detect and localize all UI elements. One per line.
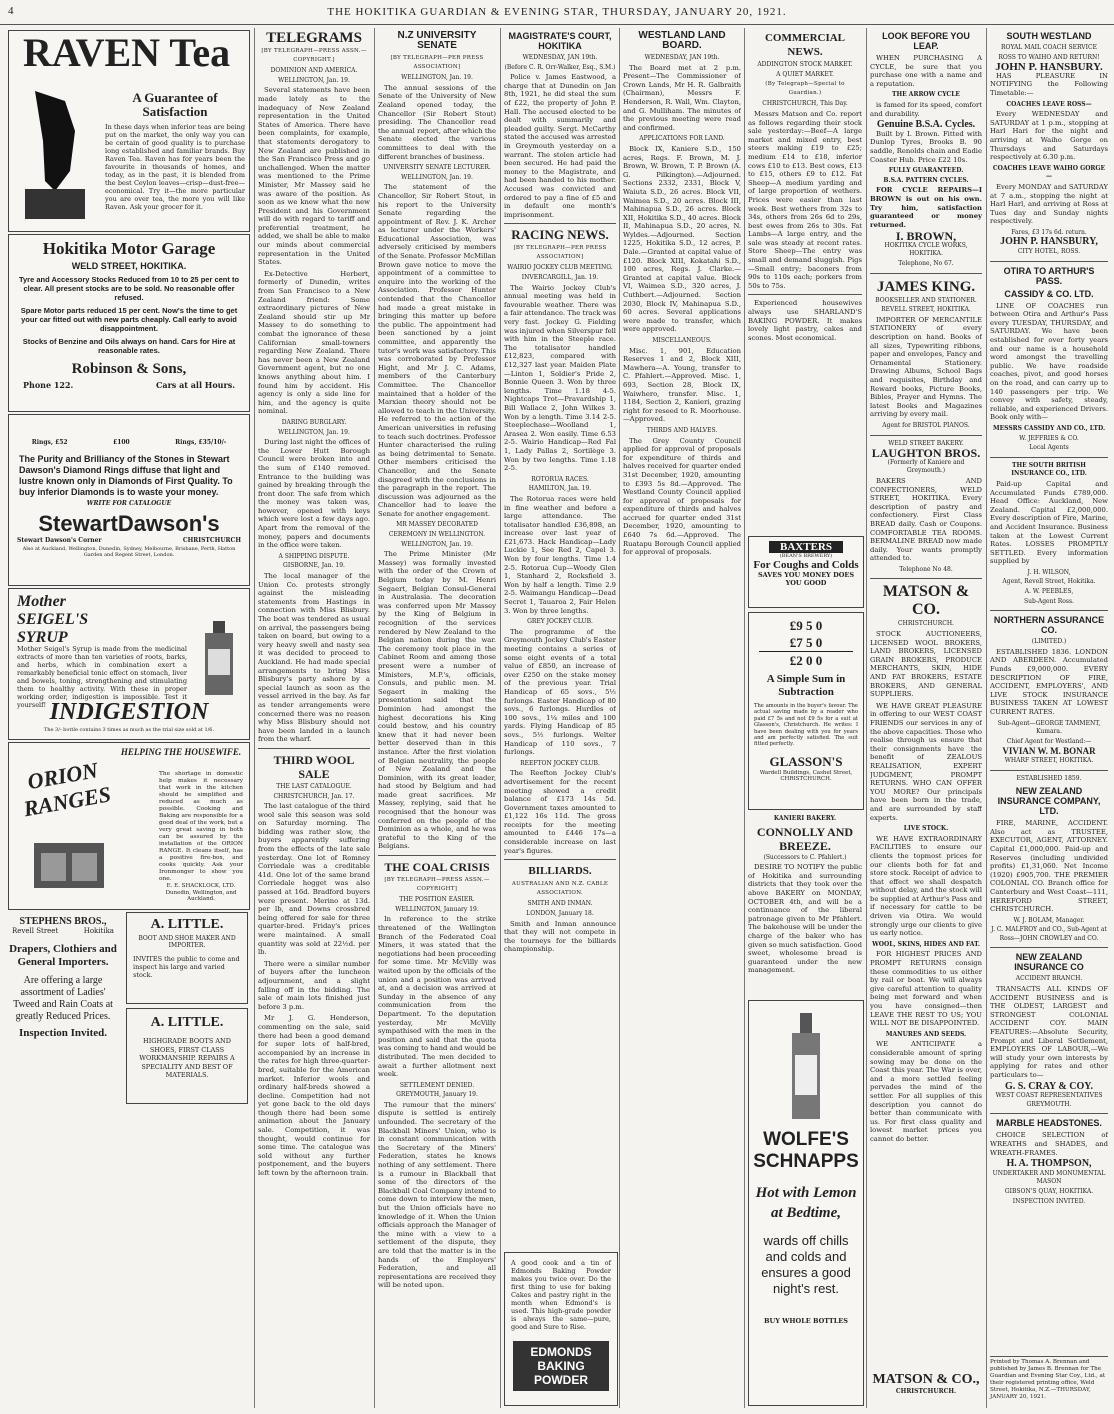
little-name-2: A. LITTLE. bbox=[150, 1015, 224, 1030]
raven-bird-icon bbox=[15, 81, 95, 221]
otira-heading-2: CASSIDY & CO. LTD. bbox=[1004, 288, 1094, 299]
matson-wool: WOOL, SKINS, HIDES AND FAT. bbox=[872, 940, 980, 948]
bench: (Before C. R. Orr-Walker, Esq., S.M.) bbox=[504, 63, 616, 71]
dateline: LONDON, January 18. bbox=[526, 910, 594, 918]
brown-sub: HOKITIKA CYCLE WORKS, HOKITIKA. bbox=[884, 241, 968, 258]
otira-heading: OTIRA TO ARTHUR'S PASS. bbox=[1003, 265, 1095, 286]
commercial-byline: (By Telegraph—Special to Guardian.) bbox=[765, 81, 845, 96]
arrow-cycle: THE ARROW CYCLE bbox=[892, 91, 960, 99]
stewart-body: The Purity and Brilliancy of the Stones in Stewart Dawson's Diamond Rings diffuse that light and lustre known only in Diamonds of First Quality. To buy inferior Diamonds is to waste your money. bbox=[19, 454, 233, 497]
stewart-corner: Stewart Dawson's Corner bbox=[17, 537, 102, 544]
dateline: WEDNESDAY, JAN 19th. bbox=[644, 54, 720, 61]
article-paragraph: The Board met at 2 p.m. Present—The Commissioner of Crown Lands, Mr H. R. Galbraith (Chairman), Messrs F. Henderson, R. Wall, Wm. Clayton, and G. Mulliham. The minutes of the previous meeting were read and confirmed. bbox=[623, 63, 741, 132]
raven-body: In these days when inferior teas are being put on the market, the only way you can be certain of good quality is to purchase long established and familiar brands. Buy Raven Tea. Raven has for years been the favourite in thousands of homes, and today, as in the past, it is blended from the best Ceylon leaves—crisp—dust-free—economical. Try it—the more particular you are over tea, the more you will like Raven. Ask your grocer for it. bbox=[105, 123, 245, 211]
stewart-dawson-ad bbox=[8, 414, 250, 586]
dateline: WELLINGTON, Jan. 19. bbox=[401, 173, 473, 181]
northern-sub: (LIMITED.) bbox=[1031, 638, 1067, 646]
garage-phone: Phone 122. bbox=[23, 380, 74, 390]
south-british-agent-sub: Agent, Revell Street, Hokitika. bbox=[1002, 578, 1096, 586]
dateline: WEDNESDAY, JAN 19th. bbox=[522, 54, 598, 61]
dateline: INVERCARGILL, Jan. 19. bbox=[521, 274, 599, 282]
kanieri-firm: CONNOLLY AND BREEZE. bbox=[756, 824, 854, 853]
glasson-price: £9 5 0 bbox=[789, 618, 823, 633]
racing-byline: [BY TELEGRAPH—PER PRESS ASSOCIATION] bbox=[513, 245, 607, 260]
cycles-body: WHEN PURCHASING A CYCLE, be sure that you purchase one with a name and a reputation. bbox=[870, 54, 982, 88]
nz-accident-agent: G. S. CRAY & COY. bbox=[1004, 1080, 1094, 1092]
dateline: WELLINGTON, Jan. 19. bbox=[278, 76, 350, 84]
coal-heading: THE COAL CRISIS bbox=[384, 860, 490, 875]
divider bbox=[990, 610, 1108, 611]
dateline: CHRISTCHURCH, This Day. bbox=[762, 100, 848, 108]
south-british-agent-2-sub: Sub-Agent Ross. bbox=[1024, 597, 1074, 605]
telegrams-byline: [BY TELEGRAPH—PRESS ASSN.—COPYRIGHT.] bbox=[261, 48, 367, 63]
nz-insurance-body: FIRE, MARINE, ACCIDENT. Also act as TRUSTEE, EXECUTOR, AGENT, ATTORNEY. Capital £1,000,000. Paid-up and Reserves (including undivided profits) £1,31,060. Net Income (1920) £905,700. THE PREMIER COLONIAL CO. Branch office for Canterbury and West Coast—111, HEREFORD STREET, CHRISTCHURCH. bbox=[990, 819, 1108, 914]
nz-insurance-agent: W. J. BOLAM, Manager. bbox=[1013, 916, 1085, 924]
article-paragraph: The Prime Minister (Mr Massey) was formally invested with the order of the Crown of Belgium today by M. Henri Segaert, Belgian Consul-General in Australasia. The decoration was conferred upon Mr Massey by the King of Belgium in recognition of the services rendered by New Zealand to the Belgian nation during the war. The ceremony took place in the Cabinet Room and among those present were a number of Ministers, M.P.'s, officials, Consuls, and public men. M. Segaert in making the presentation said that the Dominion had amongst the highest decorations his King could bestow, and his country knew that it had never been better deserved than in this instance. After the first violation of Belgian neutrality, the people of New Zealand and the Dominion, with its great leader, had stood by Belgium and had made great sacrifices. Mr Massey, replying, said that he recognised that the honour was conferred on the people of the Dominion as a whole, and he was grateful to the King of the Belgians. bbox=[378, 550, 496, 851]
bsa-guarantee: FULLY GUARANTEED. bbox=[888, 167, 964, 175]
garage-address: WELD STREET, HOKITIKA. bbox=[71, 261, 187, 271]
glasson-brand: GLASSON'S bbox=[769, 753, 843, 769]
matson-body: WE ANTICIPATE a considerable amount of spring sowing may be done on the Coast this year. The War is over, and a more settled feeling pervades the mind of the settler. For all supplies of this description you cannot do better than communicate with us. For first class quality and lowest market prices you cannot do better. bbox=[870, 1040, 982, 1143]
james-king-sub: BOOKSELLER AND STATIONER. bbox=[875, 296, 977, 304]
arrow-body: is famed for its speed, comfort and durability. bbox=[870, 100, 982, 118]
sharland-note: Experienced housewives always use SHARLAND'S BAKING POWDER. It makes lovely light pastry, cakes and scones. Most economical. bbox=[748, 299, 862, 342]
otira-agent: W. JEFFRIES & CO. bbox=[1019, 434, 1079, 442]
column-rule bbox=[374, 28, 375, 1408]
baxters-line2: SAVES YOU MONEY DOES YOU GOOD bbox=[757, 571, 855, 587]
nz-insurance-heading: NEW ZEALAND INSURANCE COMPANY, LTD. bbox=[997, 786, 1101, 817]
orion-ranges-ad bbox=[8, 742, 250, 910]
raven-brand: RAVEN Tea bbox=[23, 30, 231, 75]
northern-heading: NORTHERN ASSURANCE CO. bbox=[993, 615, 1105, 636]
divider bbox=[870, 273, 982, 274]
telegrams-heading: TELEGRAMS bbox=[266, 30, 362, 46]
article-paragraph: The Grey County Council applied for approval of proposals for expenditure of thirds and halves received for quarter ended 31st December, 1920, amounting to £393 5s 8d.—Approved. The Westland County Council applied for approval of proposals for expenditure of thirds and halves accrued for quarter ended 31st December, 1920, amounting to £640 7s 6d.—Approved. The Ruatapu Borough Council applied for approval of proposals. bbox=[623, 436, 741, 557]
nz-insurance-agent-2: J. C. MALFROY and CO., Sub-Agent at Ross—JOHN CROWLEY and CO. bbox=[991, 926, 1107, 942]
dateline: HAMILTON, Jan. 19. bbox=[528, 485, 592, 493]
little-name-1: A. LITTLE. bbox=[150, 917, 224, 932]
seigel-banner: INDIGESTION bbox=[49, 699, 209, 725]
stephens-name: STEPHENS BROS., bbox=[19, 916, 107, 927]
south-british-body: Paid-up Capital and Accumulated Funds £789,000. Head Office: Auckland, New Zealand. Capital £2,000,000. Every description of Fire, Marine, and Accident Insurance. Business taken at the Lowest Current Rates. LOSSES PROMPTLY SETTLED. Every information supplied by bbox=[990, 479, 1108, 566]
article-paragraph: Smith and Inman announce that they will not compete in the tourneys for the billiards championship. bbox=[504, 919, 616, 954]
baxters-brand: BAXTERS bbox=[769, 541, 843, 553]
article-paragraph: Several statements have been made lately as to the inadequacy of New Zealand representation in the United States of America. There have been complaints, for example, that statements derogatory to New Zealand are published in the San Francisco Press and go unchallenged. When the matter was mentioned to the Prime Minister, Mr Massey said he was aware of the position. As soon as we knew what the new President and his Government will do with regard to tariff and preferential treatment, he added, we shall be able to make our minds about commercial representation in the United States. bbox=[258, 86, 370, 267]
subheading: A QUIET MARKET. bbox=[776, 70, 834, 78]
laughton-heading: LAUGHTON BROS. bbox=[871, 446, 981, 461]
senate-column bbox=[378, 28, 496, 1408]
little-body-1: INVITES the public to come and inspect his large and varied stock. bbox=[133, 955, 240, 979]
glasson-address: Wardell Buildings, Cashel Street, CHRISTCHURCH. bbox=[759, 769, 853, 782]
little-sub-1: BOOT AND SHOE MAKER AND IMPORTER. bbox=[138, 935, 236, 949]
garage-contact bbox=[9, 378, 249, 392]
matson-body: STOCK AUCTIONEERS, LICENSED WOOL BROKERS, LAND BROKERS, LICENSED GRAIN BROKERS, PRODUCE MERCHANTS, SKIN, HIDE AND FAT BROKERS, ESTATE BROKERS, AND GENERAL SUPPLIERS. bbox=[870, 630, 982, 699]
seigel-body: Mother Seigel's Syrup is made from the medicinal extracts of more than ten varieties of roots, barks, and herbs, which in combination exert a remarkably beneficial tonic effect on stomach, liver and bowels, toning, strengthening and stimulating them to healthy activity. With these in proper working order, indigestion is impossible. Test it yourself! bbox=[17, 645, 187, 709]
nz-insurance-est: ESTABLISHED 1859. bbox=[1016, 774, 1082, 782]
senate-heading: N.Z UNIVERSITY SENATE bbox=[397, 30, 477, 51]
subheading: CEREMONY IN WELLINGTON. bbox=[388, 531, 486, 539]
orion-body: The shortage in domestic help makes it necessary that work in the kitchen should be simplified and reduced as much as possible. Cooking and Baking are responsible for a good deal of the work, but a very great saving in both can be assured by the installation of the ORION RANGE. It cleans itself, has a positive fire-box, and cooks quickly. Ask your Ironmonger to show you one. bbox=[159, 771, 243, 882]
column-rule bbox=[866, 28, 867, 1408]
syrup-bottle-icon bbox=[199, 619, 239, 699]
glasson-body: The amounts in the buyer's favour. The actual saving made by a reader who paid £7 5s and not £9 5s for a suit at Glasson's, Christchurch. He writes: I have been dealing with you for years and am perfectly satisfied. The suit fitted perfectly. bbox=[754, 703, 858, 748]
orion-brand: ORION RANGES bbox=[21, 757, 113, 822]
stephens-address bbox=[8, 927, 118, 935]
hansbury-coaches: COACHES LEAVE ROSS— bbox=[1006, 100, 1092, 108]
billiards-heading: BILLIARDS. bbox=[528, 865, 592, 878]
subheading: THE LAST CATALOGUE. bbox=[276, 782, 352, 790]
little-ad-2 bbox=[126, 1008, 248, 1104]
garage-hours: Cars at all Hours. bbox=[156, 380, 235, 390]
glasson-title: A Simple Sum in Subtraction bbox=[766, 673, 846, 698]
glasson-ad bbox=[748, 612, 864, 810]
schnapps-bottle-icon bbox=[786, 1011, 826, 1121]
column-rule bbox=[619, 28, 620, 1408]
article-paragraph: Ex-Detective Herbert, formerly of Dunedin, writes from San Francisco to a New Zealand friend: Some extraordinary pictures of New Zealand should stir up Mr Massey to do something to combat the ignorance of these Californian small-towners regarding New Zealand. There has never been a New Zealand Government agent, but no one knows anything about him. I found him by accident. His agency is only a side line for him, and the agency is quite nominal. bbox=[258, 269, 370, 416]
wolfe-schnapps-ad bbox=[748, 1000, 864, 1406]
subheading: THIRDS AND HALVES. bbox=[646, 426, 718, 434]
matson-footer bbox=[870, 1372, 982, 1395]
northern-body: ESTABLISHED 1836. LONDON AND ABERDEEN. Accumulated Funds £9,000,000. EVERY DESCRIPTION OF FIRE, ACCIDENT, EMPLOYERS', AND LIVE STOCK INSURANCE BUSINESS TAKEN AT LOWEST CURRENT RATES. bbox=[990, 647, 1108, 716]
marble-sub: UNDERTAKER AND MONUMENTAL MASON bbox=[992, 1169, 1106, 1186]
dateline: GREYMOUTH, January 19. bbox=[396, 1091, 478, 1099]
stewart-catalogue: WRITE FOR CATALOGUE bbox=[86, 500, 172, 507]
garage-tyres: Tyre and Accessory Stocks Reduced from 10 to 25 per cent to clear. All present stocks are to be sold. No reasonable offer refused. bbox=[18, 275, 240, 302]
brown-firm: I. BROWN, bbox=[895, 229, 957, 244]
masthead bbox=[0, 0, 1114, 25]
laughton-body: BAKERS AND CONFECTIONERS, WELD STREET, HOKITIKA. Every description of pastry and confectionery. First Class BREAD daily. Cash or Coupons. COMFORTABLE TEA ROOMS. BERMALINE BREAD now made daily. Your wants promptly attended to. bbox=[870, 476, 982, 563]
subheading: GREY JOCKEY CLUB. bbox=[527, 618, 593, 626]
divider bbox=[870, 578, 982, 579]
bsa-body: Built by I. Brown. Fitted with Dunlop Tyres, Brooks B. 90 saddle, Renolds chain and Eadie Coaster Hub. Price £22 10s. bbox=[870, 129, 982, 164]
subheading: DARING BURGLARY. bbox=[281, 418, 347, 426]
brown-phone: Telephone, No 67. bbox=[898, 260, 954, 268]
stephens-line1: Drapers, Clothiers and General Importers. bbox=[9, 943, 117, 968]
insurance-column bbox=[990, 28, 1108, 1408]
hansbury-sub: ROYAL MAIL COACH SERVICE bbox=[1001, 44, 1097, 51]
bsa-heading: Genuine B.S.A. Cycles. bbox=[876, 119, 976, 131]
hansbury-name-2: JOHN P. HANSBURY, bbox=[1000, 236, 1098, 248]
hansbury-body: Every MONDAY and SATURDAY at 7 a.m., stopping the night at Harl Harl, and arriving at Ross at Tues day and Sunday nights respectively. bbox=[990, 182, 1108, 226]
stove-icon bbox=[29, 833, 109, 893]
laughton-phone: Telephone No 48. bbox=[899, 565, 953, 573]
marble-heading: MARBLE HEADSTONES. bbox=[996, 1118, 1102, 1129]
marble-body: CHOICE SELECTION of WREATHS and SHADES, and WREATH-FRAMES. bbox=[990, 1131, 1108, 1157]
court-racing-column bbox=[504, 28, 616, 1248]
edmonds-brand: EDMONDS BAKING POWDER bbox=[513, 1341, 609, 1391]
article-paragraph: The last catalogue of the third wool sale this season was sold on Saturday morning. The bidding was rather slow, the buyers apparently suffering from the effects of the late sale yesterday. One lot of Romney Corriedale was a creditable 41d. One lot of the same brand Corriedale hogget was also passed at 16d. Bradford buyers were present. Merino at 13d. per lb, and Downs crossbred being offered for sale for three quarter-bred. Friday's prices were maintained. A small quantity was sold at 22½d. per lb. bbox=[258, 802, 370, 957]
dateline: WELLINGTON, Jan. 19. bbox=[401, 74, 473, 82]
stewart-branches: Also at Auckland, Wellington, Dunedin, Sydney, Melbourne, Brisbane, Perth, Hatton Garden and Regent Street, London. bbox=[22, 546, 236, 558]
dateline: GISBORNE, Jan. 19. bbox=[283, 562, 345, 570]
wolfe-line3: BUY WHOLE BOTTLES bbox=[764, 1317, 848, 1325]
otira-body: LINE OF COACHES run between Otira and Arthur's Pass every TUESDAY, THURSDAY, and SATURDAY. We have been established for over forty years and our name is a household word amongst the travelling public. We have roadside coaches, pivot, and good horses on the road, and can carry up to 140 passengers per trip. We convey with safety, steady, reliable, and experienced Drivers. Book only with— bbox=[990, 301, 1108, 422]
stewart-brand: StewartDawson's bbox=[38, 511, 220, 536]
ring-prices bbox=[9, 439, 249, 446]
laughton-sub: (Formerly of Kaniere and Greymouth.) bbox=[887, 458, 965, 475]
article-paragraph: The Wairio Jockey Club's annual meeting was held in favourable weather. There was a fair attendance. The track was very fast. Jockey G. Fielding was injured when Silverspur fell with him in the Steeple race. The totalisator handled £12,823, compared with £12,327 last year. Maiden Plate—Linton 1, Soldier's Pride 2, Bonnie Queen 3. Won by three lengths. Time 1.18 4-5. Nightcaps Trot—Pravardship 1, Bill Wallace 2, John Wilkes 3. Won by a length. Time 3.14 2-5. Steeplechase—Woolland 1, Arasea 2. Won easily. Time 6.53 2-5. Wairio Handicap—Red Fal 1, Lady Pallas 2, Sortilège 3. Won by two lengths. Time 1.18 2-5. bbox=[504, 283, 616, 473]
divider bbox=[504, 859, 616, 860]
kanieri-body: DESIRE TO NOTIFY the public of Hokitika and surrounding districts that they took over the above BAKERY on MONDAY, OCTOBER 4th, and will be a continuance of the liberal patronage given to Mr Pfahlert. The bakehouse will be under the charge of the baker who has given so much satisfaction. Good sweet, wholesome bread is guaranteed under the new management. bbox=[748, 863, 862, 975]
column-rule bbox=[986, 28, 987, 1408]
page-number: 4 bbox=[8, 5, 15, 17]
article-paragraph: Police v. James Eastwood, a charge that at Dunedin on Jan 8th, 1921, he did steal the sum of £22, the property of John P. Hall. The accused elected to be dealt with summarily and pleaded guilty. Sergt. McCarthy stated the accused was arrested in Greymouth yesterday on a warrant. The stolen article had been secured. He had paid the money to the Magistrate, and had been handed to his mother. Accused was convicted and ordered to pay a fine of £5 and in default one month's imprisonment. bbox=[504, 73, 616, 219]
raven-headline: A Guarantee of Satisfaction bbox=[132, 90, 218, 119]
subheading: A SHIPPING DISPUTE. bbox=[278, 552, 350, 560]
seigel-brand: Mother SEIGEL'S SYRUP bbox=[17, 593, 89, 646]
subheading: UNIVERSITY SENATE LECTURER. bbox=[383, 164, 491, 172]
senate-byline: [BY TELEGRAPH—PER PRESS ASSOCIATION] bbox=[390, 55, 484, 70]
garage-firm: Robinson & Sons, bbox=[71, 361, 187, 377]
article-paragraph: The annual sessions of the Senate of the University of New Zealand opened today, the Chancellor (Sir Robert Stout) presiding. The Chancellor read the annual report, after which the Senate elected the various committees to deal with the different branches of business. bbox=[378, 83, 496, 161]
divider bbox=[258, 748, 370, 749]
south-british-heading: THE SOUTH BRITISH INSURANCE CO., LTD. bbox=[1011, 461, 1087, 478]
raven-tea-ad bbox=[8, 30, 250, 232]
matson-livestock: LIVE STOCK. bbox=[903, 825, 949, 833]
subheading: MISCELLANEOUS. bbox=[652, 337, 712, 344]
little-body-2: HIGHGRADE BOOTS AND SHOES, FIRST CLASS WORKMANSHIP. REPAIRS A SPECIALITY AND BEST OF MATERIALS. bbox=[139, 1037, 235, 1079]
article-paragraph: The Rotorua races were held in fine weather and before a large attendance. The totalisator handled £36,898, an increase over last year of £21,673. Hack Handicap—Lady Luckie 1, See Red 2, Capel 3. Won by four lengths. Time 1.4 2-5. Rotorua Cup—Woody Glen 1, Stanhard 2, Rocksfield 3. Won by half a length. Time 2.9 2-5. Waimangu Handicap—Dead Secret 1, Tauaroa 2, Fair Helen 3. Won by three lengths. bbox=[504, 494, 616, 615]
subheading: SMITH AND INMAN. bbox=[527, 900, 593, 908]
telegrams-column bbox=[258, 28, 370, 1408]
northern-chief: Chief Agent for Westland:— bbox=[1006, 737, 1092, 745]
hansbury-name: JOHN P. HANSBURY. bbox=[995, 61, 1103, 74]
cycles-heading: LOOK BEFORE YOU LEAP. bbox=[882, 31, 970, 51]
edmonds-ad bbox=[504, 1252, 618, 1406]
garage-benzine: Stocks of Benzine and Oils always on hand. Cars for Hire at reasonable rates. bbox=[22, 337, 236, 355]
dateline: WELLINGTON, January 19. bbox=[395, 905, 479, 913]
article-paragraph: The Reefton Jockey Club's advertisement for the recent meeting showed a credit balance of £173 14s 5d. Government taxes amounted to £1,122 16s 11d. The gross receipts for the meeting amounted to £446 17s—a considerable increase on last year's figures. bbox=[504, 769, 616, 855]
hansbury-fares: Fares, £3 17s 6d. return. bbox=[1011, 228, 1087, 236]
subheading: MR MASSEY DECORATED bbox=[396, 521, 478, 529]
baxters-sub: (BEAN'S BREWERY) bbox=[779, 553, 833, 559]
wolfe-brand: WOLFE'S SCHNAPPS bbox=[753, 1129, 859, 1172]
orion-maker: E. E. SHACKLOCK, LTD. Dunedin, Wellington, and Auckland. bbox=[165, 883, 237, 902]
matson-body: WE HAVE EXTRAORDINARY FACILITIES to ensure our clients the topmost prices for our clients both for fat and store stock. Receipt of advice to that effect we shall despatch without delay, and the stock will be supplied at Arthur's Pass and if necessary for cattle to be driven via Otira. We would strongly urge our clients to give us early notice. bbox=[870, 834, 982, 938]
glasson-price: £2 0 0 bbox=[759, 651, 853, 669]
south-british-agent: J. H. WILSON, bbox=[1027, 568, 1071, 576]
stewart-city: CHRISTCHURCH bbox=[182, 537, 241, 544]
cycles-matson-column bbox=[870, 28, 982, 1408]
baxters-ad bbox=[748, 536, 864, 608]
matson-heading: MATSON & CO. bbox=[882, 583, 970, 619]
james-king-agent: Agent for BRISTOL PIANOS. bbox=[882, 421, 970, 429]
marble-address: GIBSON'S QUAY, HOKITIKA. bbox=[1004, 1187, 1094, 1195]
garage-parts: Spare Motor parts reduced 15 per cent. Now's the time to get your car fitted out with new parts cheaply. Call early to avoid disappointment. bbox=[20, 306, 238, 333]
nz-accident-sub: ACCIDENT BRANCH. bbox=[1015, 975, 1083, 983]
matson-body: WE HAVE GREAT PLEASURE in offering to our WEST COAST FRIENDS our services in any of the above capacities. Those who realise through us ensure that their consignments have the benefit of ZEALOUS REALISATION, EXPERT JUDGMENT, PROMPT RETURNS. WHO CAN OFFER YOU MORE? Our principals have been born in the trade, and are surrounded by staff experts. bbox=[870, 701, 982, 822]
orion-headline: HELPING THE HOUSEWIFE. bbox=[120, 747, 242, 757]
article-paragraph: The programme of the Greymouth Jockey Club's Easter meeting contains a series of some eight events of a total value of £850, an increase of over £250 on the stake money of the previous year. Trial Handicap of 65 sovs., 5½ furlongs. Easter Handicap of 80 sovs., 6 furlongs. Hurdles of 100 sovs., 1¼ miles and 100 yards. Flying Handicap of 85 sovs., 5½ furlongs. Welter Handicap of 110 sovs., 7 furlongs. bbox=[504, 627, 616, 757]
subheading: SETTLEMENT DENIED. bbox=[399, 1081, 475, 1089]
subheading: THE POSITION EASIER. bbox=[399, 896, 475, 904]
marble-name: H. A. THOMPSON, bbox=[1006, 1158, 1092, 1170]
divider bbox=[990, 770, 1108, 771]
wolfe-line2: wards off chills and colds and ensures a good night's rest. bbox=[761, 1233, 851, 1296]
ring-price: Rings, £52 bbox=[31, 439, 68, 446]
divider bbox=[990, 457, 1108, 458]
column-rule bbox=[744, 28, 745, 1408]
kanieri-sub: (Successors to C. Pfahlert.) bbox=[763, 853, 847, 861]
article-paragraph: Block IX, Kaniere S.D., 150 acres, Regs. F. Brown, M. J. Brown, W. Brown, T. P. Brown (A. G. Pilkington).—Adjourned. Sections 2332, 2331, Block V, Waiuta S.D., 26 acres. Block VII, Waimea S.D., 20 acres. Block III, Mahinapua S.D., 26 acres. Block XII, Hokitika S.D., 40 acres. Block II, Mahinapua S.D., 20 acres, N. Wyldes.—Adjourned. Section 1225, Hokitika S.D., 12 acres, P. Dale.—Granted at capital value of £120. Block XIII, Kokatahi S.D., 100 acres, Regs. J. Clarke.—Granted at capital value. Block VI, Waimea S.D., 320 acres, J. Cuthbert.—Adjourned. Section 2030, Block IV, Mahinapua S.D., 60 acres. Several applications were made to transfer, which were approved. bbox=[623, 144, 741, 334]
article-paragraph: Mr J. G. Henderson, commenting on the sale, said there had been a good demand for super lots of half-bred, accompanied by an increase in the rates for high three-quarter-bred, suitable for the American market. Inferior wools and ordinary half-breds showed a decline. Competition had not yet gone back to the old days though there had been some animation about the January sale. Competition, it was thought, would continue for some time. The catalogue was sold without any further postponement, and the buyers left town by the afternoon train. bbox=[258, 1014, 370, 1178]
james-king-heading: JAMES KING. bbox=[876, 278, 976, 295]
garage-ad bbox=[8, 234, 250, 412]
article-paragraph: Misc. 1, 901, Education Reserves 1 and 2, Block XIII, Mawhera—A. Young, transfer to C. Pfahlert.—Approved. Misc. 1, 693, Section 28, Block IX, Waiwhero, transfer. Misc. 1, 1184, Section 2, Kanieri, grazing right for reseed to R. Moorhouse.—Approved. bbox=[623, 346, 741, 424]
hansbury-body: Every WEDNESDAY and SATURDAY at 1 p.m., stopping at Harl Hari for the night and arriving at Waiho Gorge on Thursdays and Saturdays respectively at 6.30 p.m. bbox=[990, 110, 1108, 162]
northern-name: VIVIAN W. M. BONAR bbox=[1002, 746, 1096, 757]
subheading: REEFTON JOCKEY CLUB. bbox=[520, 759, 600, 767]
hansbury-address: CITY HOTEL, ROSS. bbox=[1017, 248, 1081, 256]
subheading: ADDINGTON STOCK MARKET. bbox=[757, 61, 853, 68]
stewart-corner-line bbox=[9, 537, 249, 544]
divider bbox=[870, 435, 982, 436]
ring-price: Rings, £35/10/- bbox=[175, 439, 227, 446]
hansbury-heading: SOUTH WESTLAND bbox=[1006, 31, 1092, 41]
otira-agent-sub: Local Agents bbox=[1029, 444, 1069, 452]
northern-address: WHARF STREET, HOKITIKA. bbox=[1004, 756, 1094, 764]
kanieri-title: KANIERI BAKERY. bbox=[773, 815, 837, 822]
printer-imprint: Printed by Thomas A. Brennan and published by James B. Brennan for The Guardian and Evening Star Coy., Ltd., at their registered printing office, Weld Street, Hokitika, N.Z.—THURSDAY, JANUARY 20, 1921. bbox=[990, 1356, 1108, 1401]
hansbury-coaches: COACHES LEAVE WAIHO GORGE— bbox=[992, 164, 1106, 181]
article-paragraph: The statement of the Chancellor, Sir Robert Stout, in his report to the University Senate regarding the appointment of Rev. J. K. Archer as lecturer under the Workers' Educational Association, was adversely criticised by members of the Senate. Professor McMillan Brown gave notice to move the appointment of a committee to enquire into the working of the Association. Professor Hunter contended that the Chancellor had made a great mistake in bringing this matter up before the public. The appointment had been sanctioned by a joint committee, and apparently the tutor's work was satisfactory. This was corroborated by Professor Hight, and Mr J. C. Adams, members of the Canterbury Committee. The Chancellor maintained that a holder of the Marxian theory should not be allowed to teach in the University. He referred to the action of the American universities in refusing to teach such doctrines. Professor Hunter characterised the ruling as being detrimental to Senate. Other members criticised the Chancellor, and the Senate disagreed with the conclusions in the paragraph in the report. The discussion was adjourned as the Chancellor had to leave the Senate for another engagement. bbox=[378, 183, 496, 518]
divider bbox=[990, 261, 1108, 262]
article-paragraph: The local manager of the Union Co. protests strongly against the misleading statements from Hastings in connection with Miss Blisbury. The boat was tendered as usual on arrival, the passengers being taken on board, but owing to a very heavy swell and nasty sea it was decided to proceed to Auckland. He had made special arrangements to bring Miss Blisbury's party ashore by a special launch as soon as the vessel arrived in the bay. As far as tender arrangements were concerned there was no reason why Miss Blisbury should not have been landed in a launch from the wharf. bbox=[258, 572, 370, 744]
stephens-town: Hokitika bbox=[83, 927, 114, 935]
hansbury-route: ROSS TO WAIHO AND RETURN! bbox=[998, 53, 1100, 61]
otira-firm: MESSRS CASSIDY AND CO., LTD. bbox=[992, 424, 1106, 432]
column-rule bbox=[254, 28, 255, 1408]
divider bbox=[504, 223, 616, 224]
dateline: WELLINGTON, Jan. 19. bbox=[278, 428, 350, 436]
james-king-address: REVELL STREET, HOKITIKA. bbox=[881, 306, 971, 314]
stephens-line2: Are offering a large assortment of Ladies' Tweed and Rain Coats at greatly Reduced Prices. bbox=[13, 975, 113, 1022]
nz-accident-agent-sub: WEST COAST REPRESENTATIVES GREYMOUTH. bbox=[995, 1092, 1103, 1108]
kanieri-bakery-ad bbox=[748, 814, 862, 994]
matson-footer-city: CHRISTCHURCH. bbox=[895, 1388, 957, 1395]
article-paragraph: Messrs Matson and Co. report as follows regarding their stock sale yesterday:—Beef—A large market and mixed entry, best steers making £19 to £25; medium £14 to £18, inferior cows £10 to £13. Best cows, £13 to £15, others £9 to £12. Fat Sheep—A medium yarding and of large proportion of wethers. Prices were easier than last week. Best wethers from 32s to 34s, others from 26s 6d to 29s, best ewes from 26s to 30s. Fat Lambs—A large entry, and the sale was steady at recent rates. Store Sheep—The entry was small and demand sluggish. Pigs—Small entry; baconers from 90s to 110s each; porkers from 50s to 75s. bbox=[748, 109, 862, 290]
seigel-ad bbox=[8, 588, 250, 740]
matson-body: FOR HIGHEST PRICES AND PROMPT RETURNS consign these commodities to us either by rail or boat. We will always give careful attention to quality being met forward and when you have consigned—then LEAVE THE REST TO US; YOU WILL NOT BE DISAPPOINTED. bbox=[870, 950, 982, 1028]
hansbury-body: HAS PLEASURE IN NOTIFYING the Following Timetable:— bbox=[990, 71, 1108, 97]
telegrams-sub: DOMINION AND AMERICA. bbox=[270, 67, 358, 75]
stephens-street: Revell Street bbox=[12, 927, 59, 935]
dateline: WELLINGTON, Jan. 19. bbox=[401, 540, 473, 548]
article-paragraph: The rumour that the miners' dispute is settled is entirely unfounded. The secretary of the Blackball Miners' Union, who is in constant communication with the Secretary of the Miners' Federation, states he knows nothing of any settlement. There is a rumour in Blackball that some of the directors of the Blackball Coal Company intend to come down to interview the men, but the Union officials have no knowledge of it. When the Union officials approach the Manager of the mine with a view to a settlement of the dispute, they are told that the matter is in the hands of the Employers' Federation, and all representations are received they will be noted upon. bbox=[378, 1100, 496, 1290]
commercial-heading: COMMERCIAL NEWS. bbox=[764, 32, 846, 58]
divider bbox=[990, 1113, 1108, 1114]
northern-subagent: Sub-Agent—GEORGE TAMMENT, Kumara. bbox=[997, 719, 1101, 736]
masthead-title: THE HOKITIKA GUARDIAN & EVENING STAR, THURSDAY, JANUARY 20, 1921. bbox=[327, 6, 787, 18]
laughton-address: WELD STREET BAKERY. bbox=[888, 439, 964, 447]
billiards-byline: AUSTRALIAN AND N.Z. CABLE ASSOCIATION. bbox=[511, 881, 609, 896]
nz-accident-body: TRANSACTS ALL KINDS OF ACCIDENT BUSINESS and is THE OLDEST, LARGEST and STRONGEST COLONIAL ACCIDENT COY. MAIN FEATURES:—Absolute Security, Prompt and Liberal Settlement, EMPLOYERS OF LABOUR,—We will study your own interests by applying for rates and other particulars to— bbox=[990, 985, 1108, 1079]
divider bbox=[748, 294, 862, 295]
ring-price: £100 bbox=[113, 439, 130, 446]
racing-heading: RACING NEWS. bbox=[511, 227, 609, 243]
article-paragraph: There were a similar number of buyers after the luncheon adjournment, and a slight falling off in the bidding. The sale of main lots finished just before 3 p.m. bbox=[258, 959, 370, 1011]
repair-body: FOR CYCLE REPAIRS—I BROWN is out on his own. Try him, satisfaction guaranteed or money returned. bbox=[870, 186, 982, 229]
commercial-column bbox=[748, 28, 862, 548]
baxters-line1: For Coughs and Colds bbox=[753, 559, 859, 571]
subheading: ROTORUA RACES. bbox=[531, 475, 589, 483]
divider bbox=[378, 855, 496, 856]
glasson-price: £7 5 0 bbox=[789, 635, 823, 650]
court-heading: MAGISTRATE'S COURT, HOKITIKA bbox=[508, 31, 612, 51]
dateline: CHRISTCHURCH, Jan. 17. bbox=[273, 792, 355, 800]
article-paragraph: During last night the offices of the Lower Hutt Borough Council were broken into and the sum of £140 removed. Entrance to the building was gained by breaking through the front door. The safe from which the money was taken was, however, opened with keys which were lost a few days ago. Apart from the removal of the money, papers and documents in the office were taken. bbox=[258, 438, 370, 550]
landboard-column bbox=[623, 28, 741, 1408]
matson-footer-name: MATSON & CO., bbox=[872, 1372, 980, 1387]
wool-heading: THIRD WOOL SALE bbox=[273, 752, 355, 781]
stephens-little-ads bbox=[8, 912, 248, 1104]
stephens-bros-ad bbox=[8, 912, 118, 1102]
seigel-price: The 3/- bottle contains 3 times as much as the trial size sold at 1/6. bbox=[43, 727, 215, 733]
stephens-line3: Inspection Invited. bbox=[18, 1027, 108, 1039]
column-rule bbox=[500, 28, 501, 1408]
landboard-heading: WESTLAND LAND BOARD. bbox=[638, 30, 726, 51]
coal-byline: [BY TELEGRAPH—PRESS ASSN.—COPYRIGHT] bbox=[384, 877, 490, 892]
little-ad-1 bbox=[126, 912, 248, 1004]
edmonds-body: A good cook and a tin of Edmonds Baking Powder makes you twice over. Do the first thing to use for baking Cakes and pastry right in the month when Edmond's is used. This high-grade powder is always the same—pure, good and Sure to Rise. bbox=[511, 1259, 611, 1331]
subheading: WAIRIO JOCKEY CLUB MEETING. bbox=[507, 264, 613, 272]
subheading: APPLICATIONS FOR LAND. bbox=[639, 135, 725, 143]
marble-inspection: INSPECTION INVITED. bbox=[1012, 1197, 1086, 1205]
garage-title: Hokitika Motor Garage bbox=[42, 239, 216, 258]
nz-accident-heading: NEW ZEALAND INSURANCE CO bbox=[1014, 952, 1084, 973]
bsa-parts: B.S.A. PATTERN CYCLES. bbox=[883, 176, 969, 184]
matson-manure: MANURES AND SEEDS. bbox=[885, 1030, 967, 1038]
divider bbox=[990, 947, 1108, 948]
james-king-body: IMPORTER OF MERCANTILE STATIONERY of every description on hand. Books of all sizes, Typewriting ribbons, paper and envelopes, Fancy and Ornamental Stationery. Drawing Albums, School Bags and requisites, Birthday and Reward books, Picture Books, Bibles, Prayer and Hymns. The latest Books and Magazines arriving by every mail. bbox=[870, 315, 982, 419]
wolfe-line1: Hot with Lemon at Bedtime, bbox=[755, 1185, 857, 1221]
article-paragraph: In reference to the strike threatened of the Wellington Branch of the Federated Coal Miners, it was stated that the negotiations had been proceeding for some time. Mr McVilly was waited upon by the officials of the union and a position was arrived at, and a decision was arrived at Sunday in the absence of any communication from the Department. To the deputation yesterday, Mr McVilly sympathised with the men in the position and said that the quota was coming to hand and would be distributed. The men decided to await a further allotment next week. bbox=[378, 915, 496, 1079]
matson-city: CHRISTCHURCH. bbox=[898, 620, 954, 628]
south-british-agent-2: A. W. PEEBLES, bbox=[1024, 588, 1074, 596]
